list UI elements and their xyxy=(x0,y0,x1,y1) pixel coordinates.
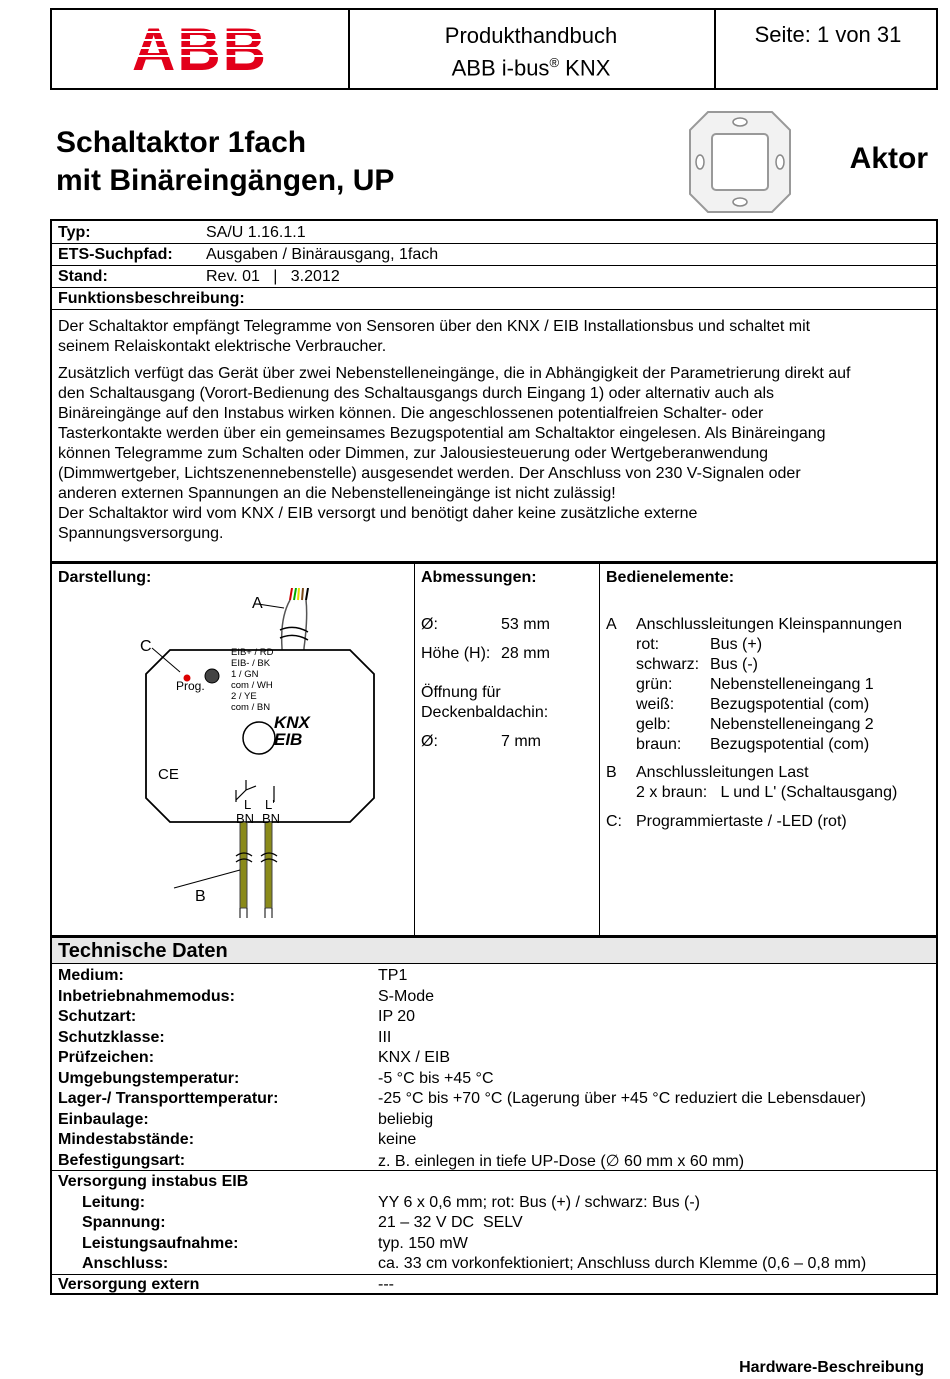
diameter-label: Ø: xyxy=(421,616,438,633)
ce-mark: CE xyxy=(158,766,179,783)
terminal-lprime: L' xyxy=(265,797,275,812)
function-paragraph-1: Der Schaltaktor empfängt Telegramme von Sensoren über den KNX / EIB Installationsbus und schaltet mit seinem Relaiskontakt elektrische Verbraucher. xyxy=(58,318,811,355)
element-a-rows: rot: Bus (+) schwarz: Bus (-) grün: Nebenstelleneingang 1 weiß: Bezugspotential (com) gelb: Nebenstelleneingang 2 braun: Bezugspotential (com) xyxy=(636,636,874,753)
footer-label: Hardware-Beschreibung xyxy=(739,1359,924,1376)
element-b-key: B xyxy=(606,764,617,781)
bn-label-1: BN xyxy=(236,811,255,826)
height-value: 28 mm xyxy=(501,645,550,662)
technical-data-heading: Technische Daten xyxy=(52,938,936,964)
manual-line1: Produkthandbuch xyxy=(444,23,618,48)
height-label: Höhe (H): xyxy=(421,645,491,662)
opening-diameter-label: Ø: xyxy=(421,733,438,750)
page-number: Seite: 1 von 31 xyxy=(754,22,902,47)
overview-box xyxy=(50,562,938,937)
element-c-key: C: xyxy=(606,813,622,830)
element-b-text: Anschlussleitungen Last xyxy=(636,764,809,781)
mounting-plate-image xyxy=(688,110,792,214)
bn-label-2: BN xyxy=(262,811,281,826)
abb-logo xyxy=(52,10,348,88)
opening-diameter-value: 7 mm xyxy=(501,733,541,750)
bedienelemente-heading: Bedienelemente: xyxy=(606,569,735,586)
element-b-sub: 2 x braun: L und L' (Schaltausgang) xyxy=(636,784,898,801)
terminal-l: L xyxy=(244,797,252,812)
opening-label: Öffnung für Deckenbaldachin: xyxy=(421,684,549,721)
info-box: Typ: SA/U 1.16.1.1 ETS-Suchpfad: Ausgaben / Binärausgang, 1fach Stand: Rev. 01 | 3.2012 Funktionsbeschreibung: Der Schaltaktor empfängt Telegramme von Sensoren über den KNX / EIB Installationsbus und schaltet mit seinem Relaiskontakt elektrische Verbraucher. Zusätzlich verfügt das Gerät über zwei Nebenstelleneingänge, die in Abhängigkeit der Parametrierung direkt auf den Schaltausgang (Vorort-Bedienung des Schaltausgangs durch Eingang 1) oder alternativ auch als Binäreingänge auf den Instabus wirken können. Die angeschlossenen potentialfreien Schalter- oder Tasterkontakte werden über ein gemeinsames Bezugspotential am Schaltaktor eingelesen. Als Binäreingang können Telegramme zum Schalten oder Dimmen, zur Jalousiesteuerung oder Wertgeberanwendung (Dimmwertgeber, Lichtszenennebenstelle) ausgesendet werden. Der Anschluss von 230 V-Signalen oder anderen externen Spannungen an die Nebenstelleneingänge ist nicht zulässig! Der Schaltaktor wird vom KNX / EIB versorgt und benötigt daher keine zusätzliche externe Spannungsversorgung. xyxy=(50,219,938,563)
function-paragraph-2: Zusätzlich verfügt das Gerät über zwei Nebenstelleneingänge, die in Abhängigkeit der Parametrierung direkt auf den Schaltausgang (Vorort-Bedienung des Schaltausgangs durch Eingang 1) oder alternativ auch als Binäreingänge auf den Instabus wirken können. Die angeschlossenen potentialfreien Schalter- oder Tasterkontakte werden über ein gemeinsames Bezugspotential am Schaltaktor eingelesen. Als Binäreingang können Telegramme zum Schalten oder Dimmen, zur Jalousiesteuerung oder Wertgeberanwendung (Dimmwertgeber, Lichtszenennebenstelle) ausgesendet werden. Der Anschluss von 230 V-Signalen oder anderen externen Spannungen an die Nebenstelleneingänge ist nicht zulässig! Der Schaltaktor wird vom KNX / EIB versorgt und benötigt daher keine zusätzliche externe Spannungsversorgung. xyxy=(58,365,851,542)
category-label: Aktor xyxy=(849,142,928,175)
element-a-text: Anschlussleitungen Kleinspannungen xyxy=(636,616,902,633)
wire-legend: EIB+ / RD EIB- / BK 1 / GN com / WH 2 / YE com / BN xyxy=(231,647,274,713)
device-drawing xyxy=(132,588,392,928)
logo-cell xyxy=(52,10,350,88)
manual-line2: ABB i-bus® KNX xyxy=(451,55,611,81)
abmessungen-heading: Abmessungen: xyxy=(421,569,537,586)
darstellung-heading: Darstellung: xyxy=(58,569,152,586)
label-a: A xyxy=(252,595,263,612)
label-c: C xyxy=(140,638,152,655)
knx-logo: KNX EIB xyxy=(274,713,310,749)
product-title: Schaltaktor 1fach mit Binäreingängen, UP xyxy=(56,126,395,197)
technical-data-table: Technische Daten Medium: TP1 Inbetriebnahmemodus: S-Mode Schutzart: IP 20 Schutzklasse: III Prüfzeichen: KNX / EIB Umgebungstemperatur: -5 °C bis +45 °C Lager-/ Transporttemperatur: -25 °C bis +70 °C (Lagerung über +45 °C reduziert die Lebensdauer) Einbaulage: beliebig Mindestabstände: keine Befestigungsart: z. B. einlegen in tiefe UP-Dose (∅ 60 mm x 60 mm) Versorgung instabus EIB Leitung: YY 6 x 0,6 mm; rot: Bus (+) / schwarz: Bus (-) Spannung: 21 – 32 V DC SELV Leistungsaufnahme: typ. 150 mW Anschluss: ca. 33 cm vorkonfektioniert; Anschluss durch Klemme (0,6 – 0,8 mm) Versorgung extern --- xyxy=(50,936,938,1295)
element-a-key: A xyxy=(606,616,617,633)
prog-label: Prog. xyxy=(176,679,205,693)
document-header xyxy=(50,8,938,90)
svg-text:ABB: ABB xyxy=(132,16,268,83)
label-b: B xyxy=(195,888,206,905)
element-c-text: Programmiertaste / -LED (rot) xyxy=(636,813,847,830)
manual-title xyxy=(348,10,716,88)
diameter-value: 53 mm xyxy=(501,616,550,633)
